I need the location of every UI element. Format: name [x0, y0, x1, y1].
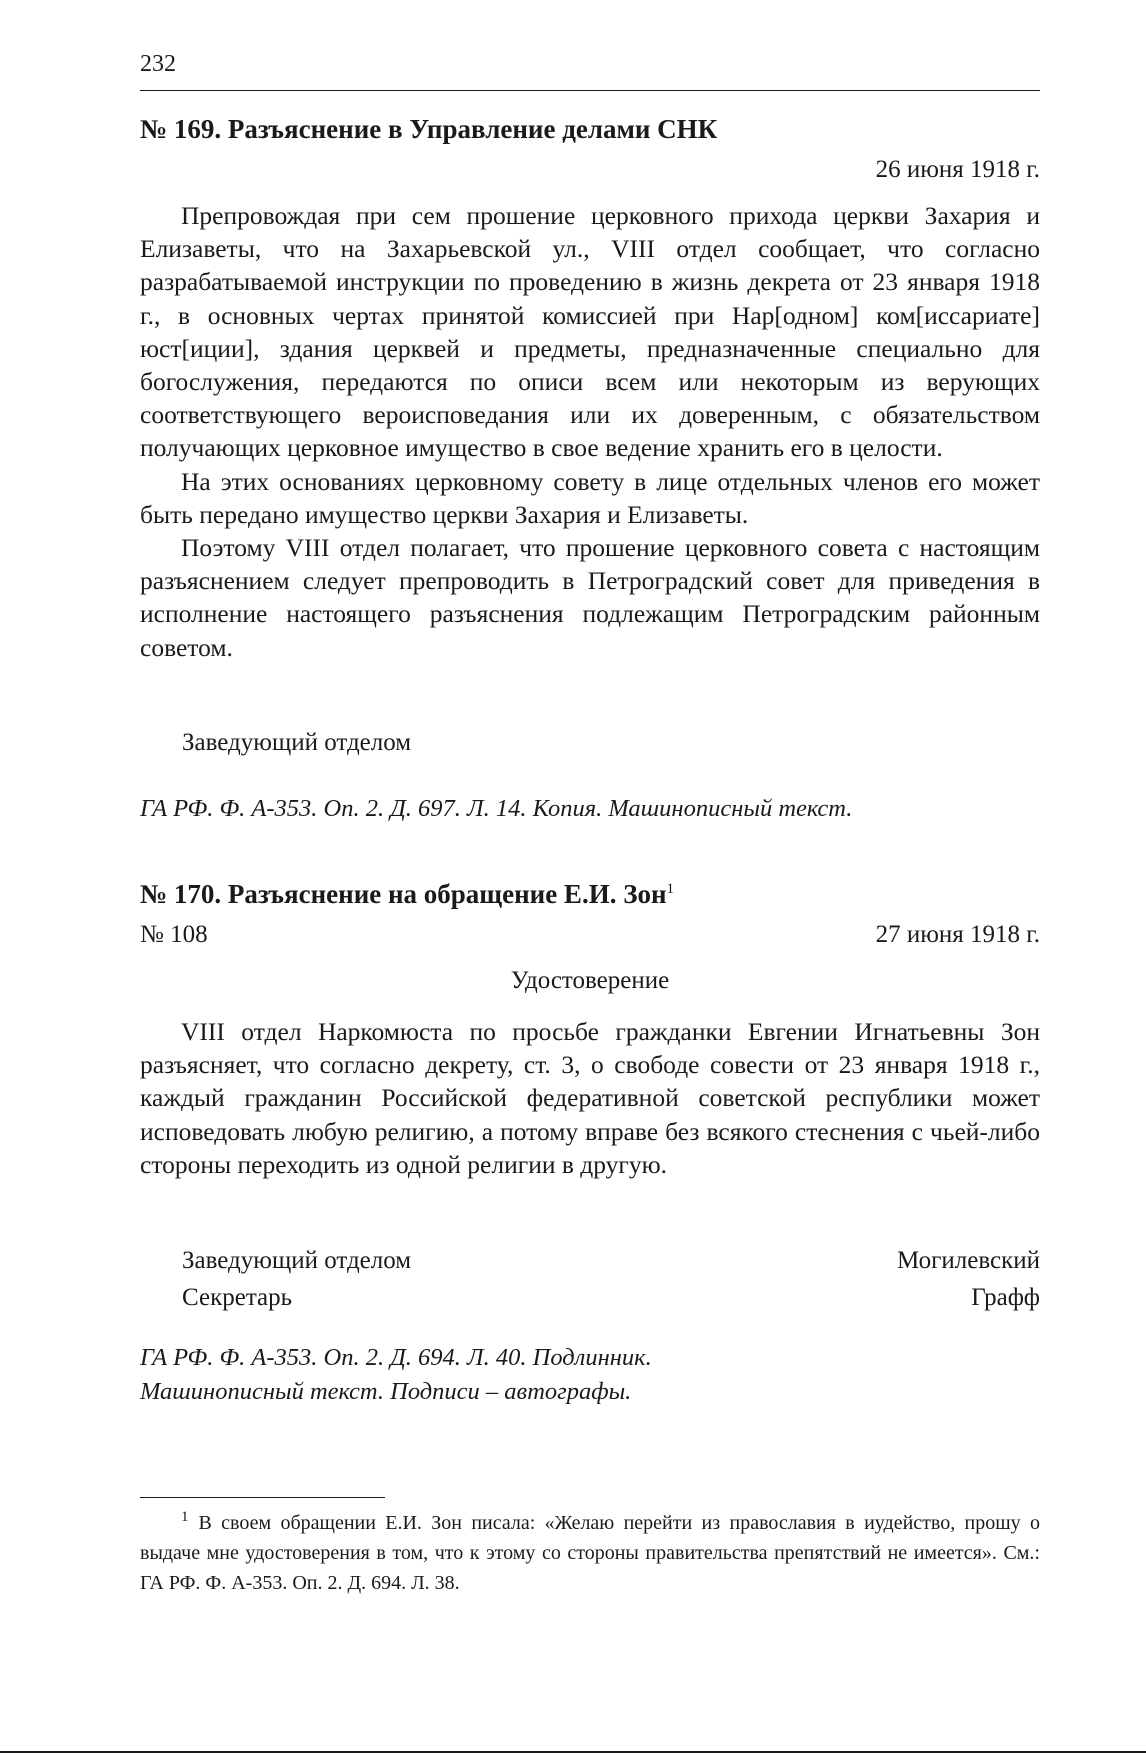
- footer-rule: [0, 1751, 1146, 1753]
- signature-role-2: Секретарь: [182, 1284, 293, 1311]
- doc169-signature-role: Заведующий отделом: [182, 729, 412, 756]
- doc170-footnote-ref[interactable]: 1: [666, 881, 674, 897]
- doc169-body: [140, 199, 1040, 664]
- doc170-heading: Удостоверение: [510, 967, 670, 994]
- doc170-title: [140, 877, 674, 911]
- doc170-source-line-1: ГА РФ. Ф. А-353. Оп. 2. Д. 694. Л. 40. Подлинник.: [140, 1344, 652, 1371]
- footnote: [140, 1508, 1040, 1598]
- doc170-source: [140, 1341, 1040, 1409]
- doc169-title: № 169. Разъяснение в Управление делами СНК: [140, 114, 718, 144]
- doc169-date: 26 июня 1918 г.: [875, 156, 1040, 183]
- header-rule: [140, 90, 1040, 91]
- doc170-title-text: № 170. Разъяснение на обращение Е.И. Зон: [140, 879, 667, 909]
- doc170-body: [140, 1015, 1040, 1181]
- signature-name-2: Графф: [971, 1284, 1040, 1311]
- signature-row-2: [182, 1279, 1040, 1316]
- doc170-signatures: [182, 1242, 1040, 1316]
- signature-role-1: Заведующий отделом: [182, 1247, 412, 1274]
- doc169-paragraph-3: Поэтому VIII отдел полагает, что прошение церковного совета с настоящим разъяснением следует препроводить в Петроградский совет для приведения в исполнение настоящего разъяснения подлежащим Петроградским районным советом.: [140, 533, 1040, 662]
- signature-name-1: Могилевский: [897, 1247, 1040, 1274]
- signature-row-1: [182, 1242, 1040, 1279]
- doc170-source-line-2: Машинописный текст. Подписи – автографы.: [140, 1378, 632, 1405]
- footnote-mark: 1: [181, 1509, 189, 1526]
- footnote-rule: [140, 1497, 385, 1498]
- footnote-text: В своем обращении Е.И. Зон писала: «Желаю перейти из православия в иудейство, прошу о выдаче мне удостоверения в том, что к этому со стороны правительства препятствий не имеется». См.: ГА РФ. Ф. А-353. Оп. 2. Д. 694. Л. 38.: [140, 1512, 1040, 1594]
- doc169-paragraph-2: На этих основаниях церковному совету в лице отдельных членов его может быть передано имущество церкви Захария и Елизаветы.: [140, 466, 1040, 529]
- doc169-paragraph-1: Препровождая при сем прошение церковного прихода церкви Захария и Елизаветы, что на Захарьевской ул., VIII отдел сообщает, что согласно разрабатываемой инструкции по проведению в жизнь декрета от 23 января 1918 г., в основных чертах принятой комиссией при Нар[одном] ком[иссариате] юст[иции], здания церквей и предметы, предназначенные специально для богослужения, передаются по описи всем или некоторым из верующих соответствующего вероисповедания или их доверенным, с обязательством получающих церковное имущество в свое ведение хранить его в целости.: [140, 201, 1040, 463]
- doc169-source: ГА РФ. Ф. А-353. Оп. 2. Д. 697. Л. 14. Копия. Машинописный текст.: [140, 795, 853, 822]
- doc170-number: № 108: [140, 921, 208, 948]
- page-number: 232: [140, 51, 176, 77]
- doc169-signature: [182, 724, 1040, 761]
- doc170-paragraph: VIII отдел Наркомюста по просьбе гражданки Евгении Игнатьевны Зон разъясняет, что согласно декрету, ст. 3, о свободе совести от 23 января 1918 г., каждый гражданин Российской федеративной советской республики может исповедовать любую религию, а потому вправе без всякого стеснения с чьей-либо стороны переходить из одной религии в другую.: [140, 1017, 1040, 1179]
- doc170-date: 27 июня 1918 г.: [875, 921, 1040, 948]
